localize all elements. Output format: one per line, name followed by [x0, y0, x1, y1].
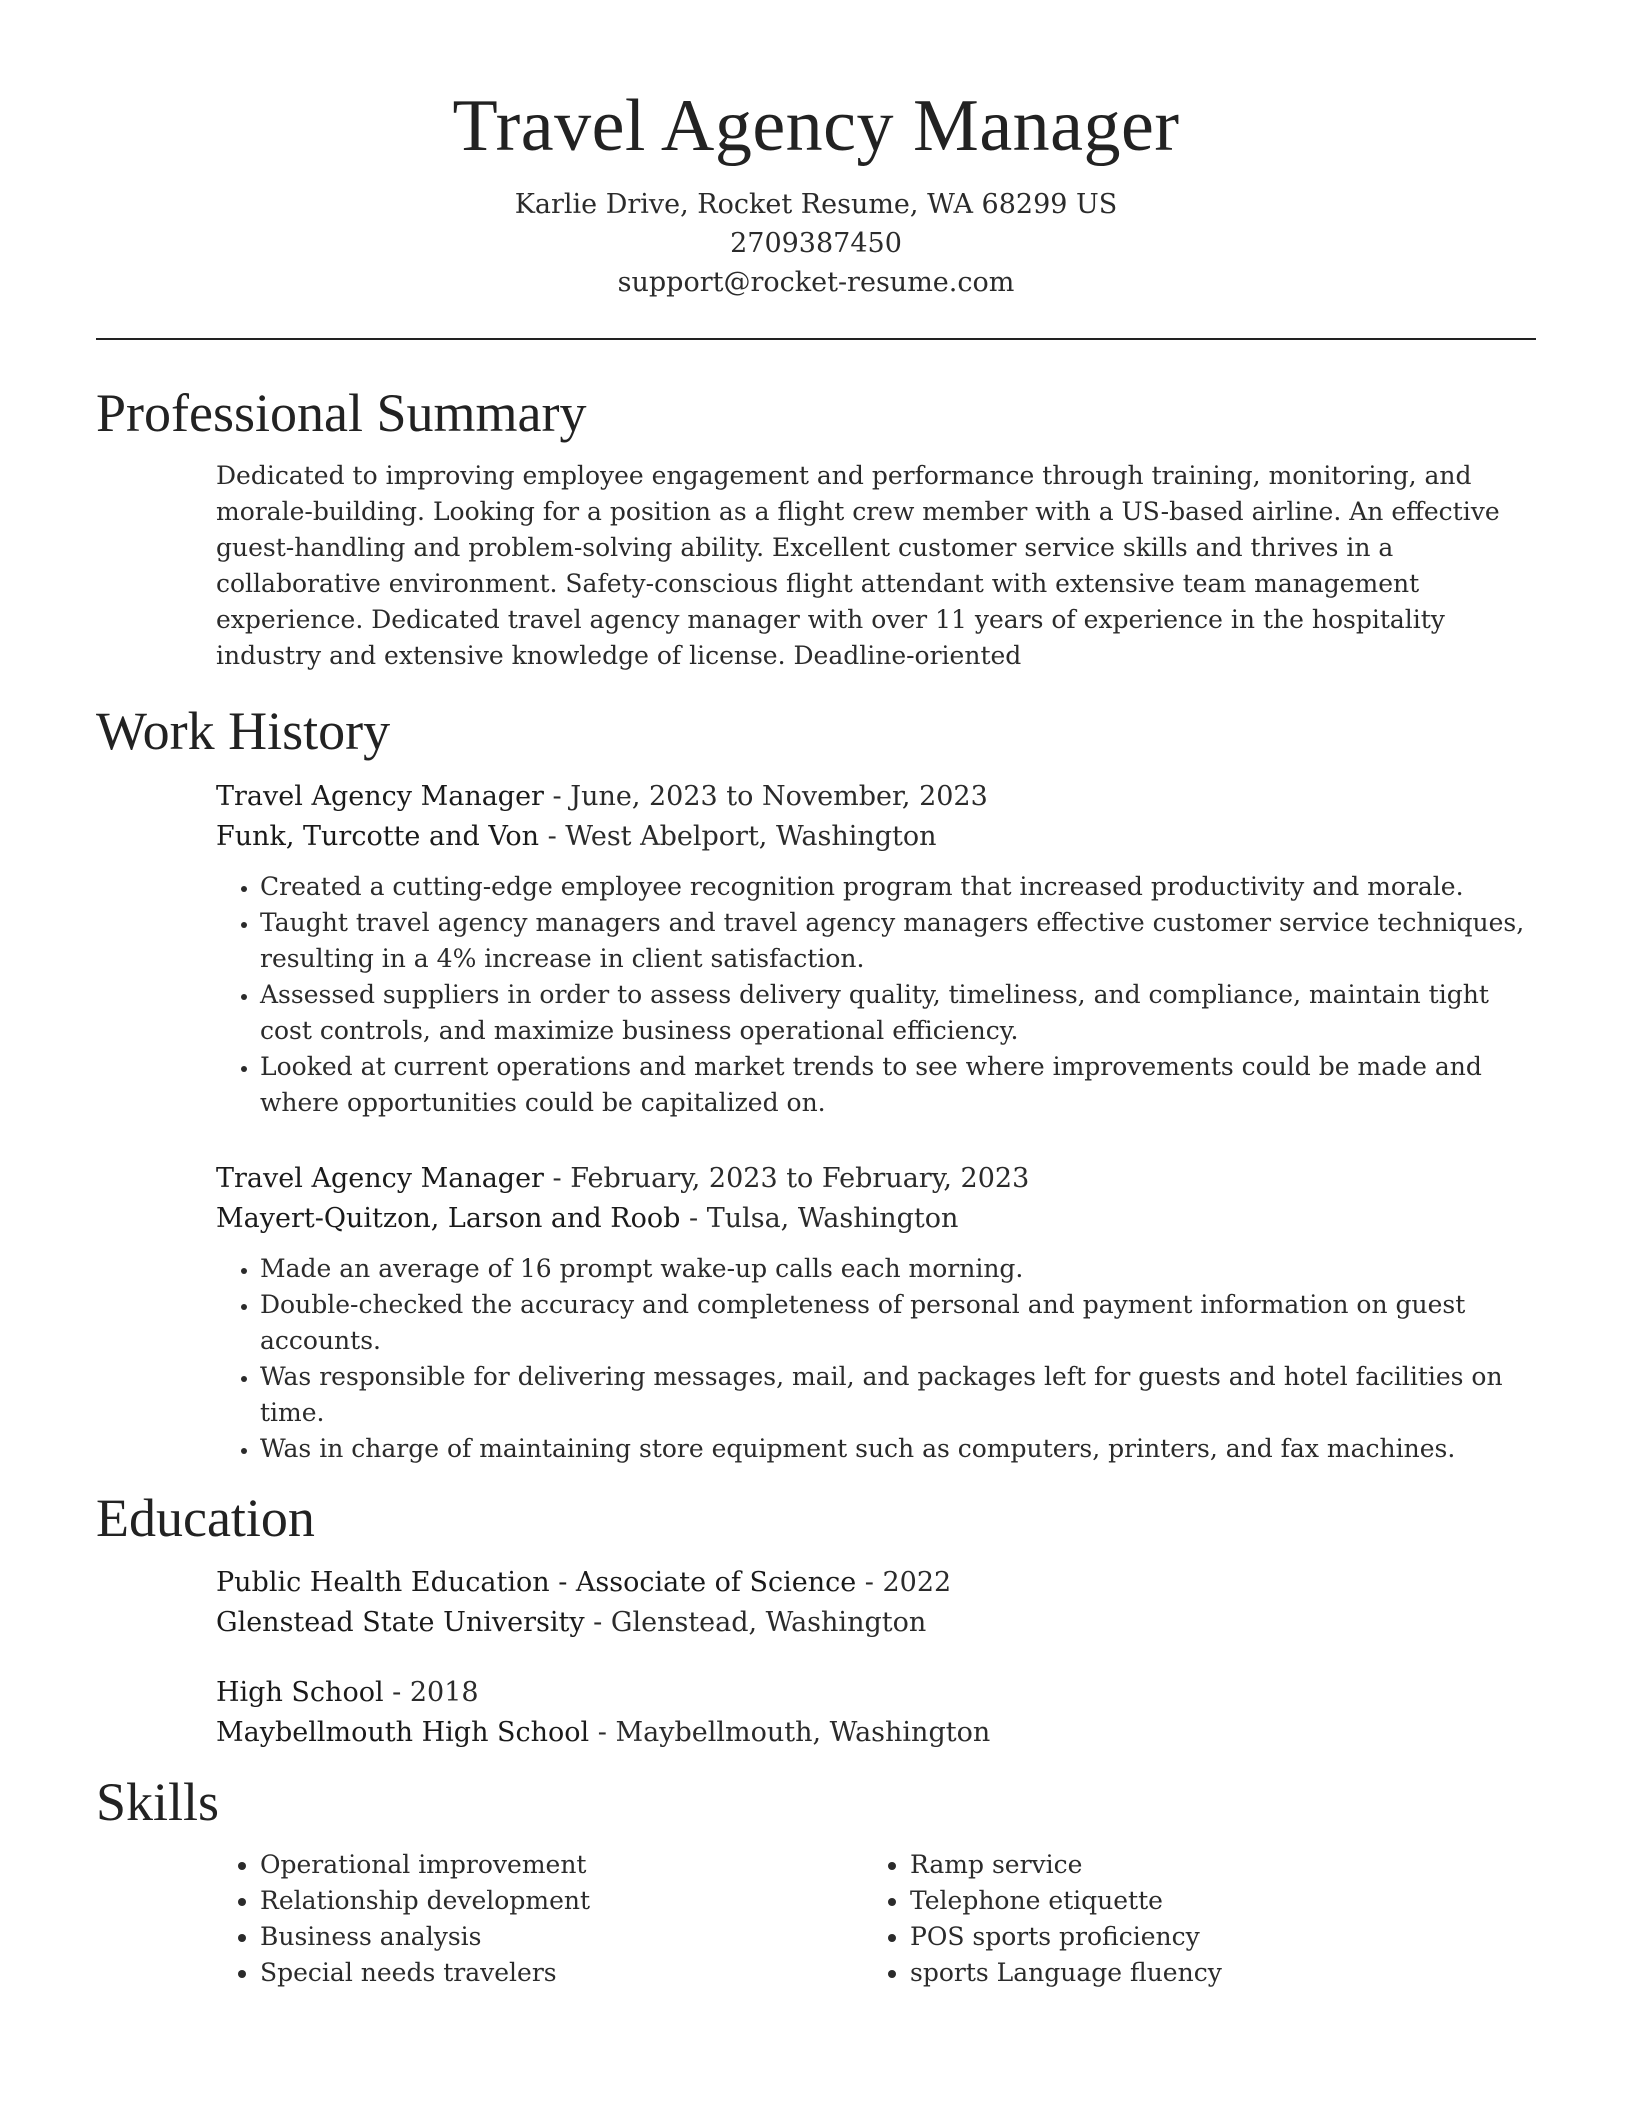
- job-title-line: [216, 777, 1536, 817]
- skills-column-left: [216, 1847, 866, 1991]
- job-location: - Tulsa, Washington: [680, 1202, 959, 1234]
- job-company-line: [216, 1199, 1536, 1239]
- skills-column-right: [866, 1847, 1516, 1991]
- job-title-line: [216, 1159, 1536, 1199]
- job-dates: - February, 2023 to February, 2023: [543, 1162, 1030, 1194]
- skills-grid: [216, 1847, 1536, 1991]
- work-title: Work History: [96, 701, 391, 762]
- school: Glenstead State University: [216, 1606, 585, 1638]
- job-company: Funk, Turcotte and Von: [216, 820, 539, 852]
- job-entry: [216, 1159, 1536, 1467]
- job-bullets: [216, 1251, 1536, 1467]
- job-role: Travel Agency Manager: [216, 1162, 544, 1194]
- list-item: • Ramp service: [910, 1847, 1516, 1883]
- list-item: • Special needs travelers: [260, 1955, 866, 1991]
- school-location: - Glenstead, Washington: [584, 1606, 927, 1638]
- list-item: • Taught travel agency managers and travel agency managers effective customer service techniques, resulting in a 4% increase in client satisfaction.: [260, 905, 1536, 977]
- summary-title: Professional Summary: [96, 383, 587, 444]
- list-item: • Created a cutting-edge employee recognition program that increased productivity and morale.: [260, 869, 1536, 905]
- list-item: • Looked at current operations and market trends to see where improvements could be made and where opportunities could be capitalized on.: [260, 1049, 1536, 1121]
- resume-name: Travel Agency Manager: [452, 85, 1180, 167]
- job-dates: - June, 2023 to November, 2023: [543, 780, 988, 812]
- school: Maybellmouth High School: [216, 1716, 590, 1748]
- list-item: • Made an average of 16 prompt wake-up calls each morning.: [260, 1251, 1536, 1287]
- school-line: [216, 1713, 1536, 1753]
- list-item: • Was responsible for delivering messages, mail, and packages left for guests and hotel facilities on time.: [260, 1359, 1536, 1431]
- resume-header: [96, 0, 1536, 302]
- list-item: • Operational improvement: [260, 1847, 866, 1883]
- contact-block: [96, 185, 1536, 302]
- list-item: • Business analysis: [260, 1919, 866, 1955]
- list-item: • POS sports proficiency: [910, 1919, 1516, 1955]
- summary-text: Dedicated to improving employee engagement and performance through training, monitoring, and morale-building. Looking for a position as a flight crew member with a US-based airline. An effective guest-handling and problem-solving ability. Excellent customer service skills and thrives in a collaborative environment. Safety-conscious flight attendant with extensive team management experience. Dedicated travel agency manager with over 11 years of experience in the hospitality industry and extensive knowledge of license. Deadline-oriented: [216, 461, 1500, 671]
- job-entry: [216, 777, 1536, 1121]
- education-title: Education: [96, 1487, 315, 1548]
- phone: 2709387450: [730, 228, 902, 260]
- degree-year: - 2022: [856, 1566, 952, 1598]
- list-item: • sports Language fluency: [910, 1955, 1516, 1991]
- education-entry: [216, 1673, 1536, 1753]
- list-item: • Was in charge of maintaining store equipment such as computers, printers, and fax machines.: [260, 1431, 1536, 1467]
- education-section: [96, 1487, 1536, 1753]
- list-item: • Double-checked the accuracy and completeness of personal and payment information on guest accounts.: [260, 1287, 1536, 1359]
- header-divider: [96, 338, 1536, 340]
- job-role: Travel Agency Manager: [216, 780, 544, 812]
- list-item: • Relationship development: [260, 1883, 866, 1919]
- school-location: - Maybellmouth, Washington: [589, 1716, 991, 1748]
- job-bullets: [216, 869, 1536, 1121]
- list-item: • Assessed suppliers in order to assess delivery quality, timeliness, and compliance, maintain tight cost controls, and maximize business operational efficiency.: [260, 977, 1536, 1049]
- email: support@rocket-resume.com: [617, 267, 1015, 299]
- address: Karlie Drive, Rocket Resume, WA 68299 US: [514, 189, 1118, 221]
- degree: Public Health Education - Associate of Science: [216, 1566, 857, 1598]
- list-item: • Telephone etiquette: [910, 1883, 1516, 1919]
- school-line: [216, 1603, 1536, 1643]
- skills-section: [96, 1771, 1536, 1991]
- education-entry: [216, 1563, 1536, 1643]
- job-location: - West Abelport, Washington: [539, 820, 937, 852]
- degree-line: [216, 1563, 1536, 1603]
- work-section: [96, 700, 1536, 1466]
- degree-year: - 2018: [383, 1676, 479, 1708]
- job-company-line: [216, 817, 1536, 857]
- degree: High School: [216, 1676, 384, 1708]
- degree-line: [216, 1673, 1536, 1713]
- job-company: Mayert-Quitzon, Larson and Roob: [216, 1202, 681, 1234]
- skills-title: Skills: [96, 1771, 220, 1832]
- summary-section: [96, 382, 1536, 674]
